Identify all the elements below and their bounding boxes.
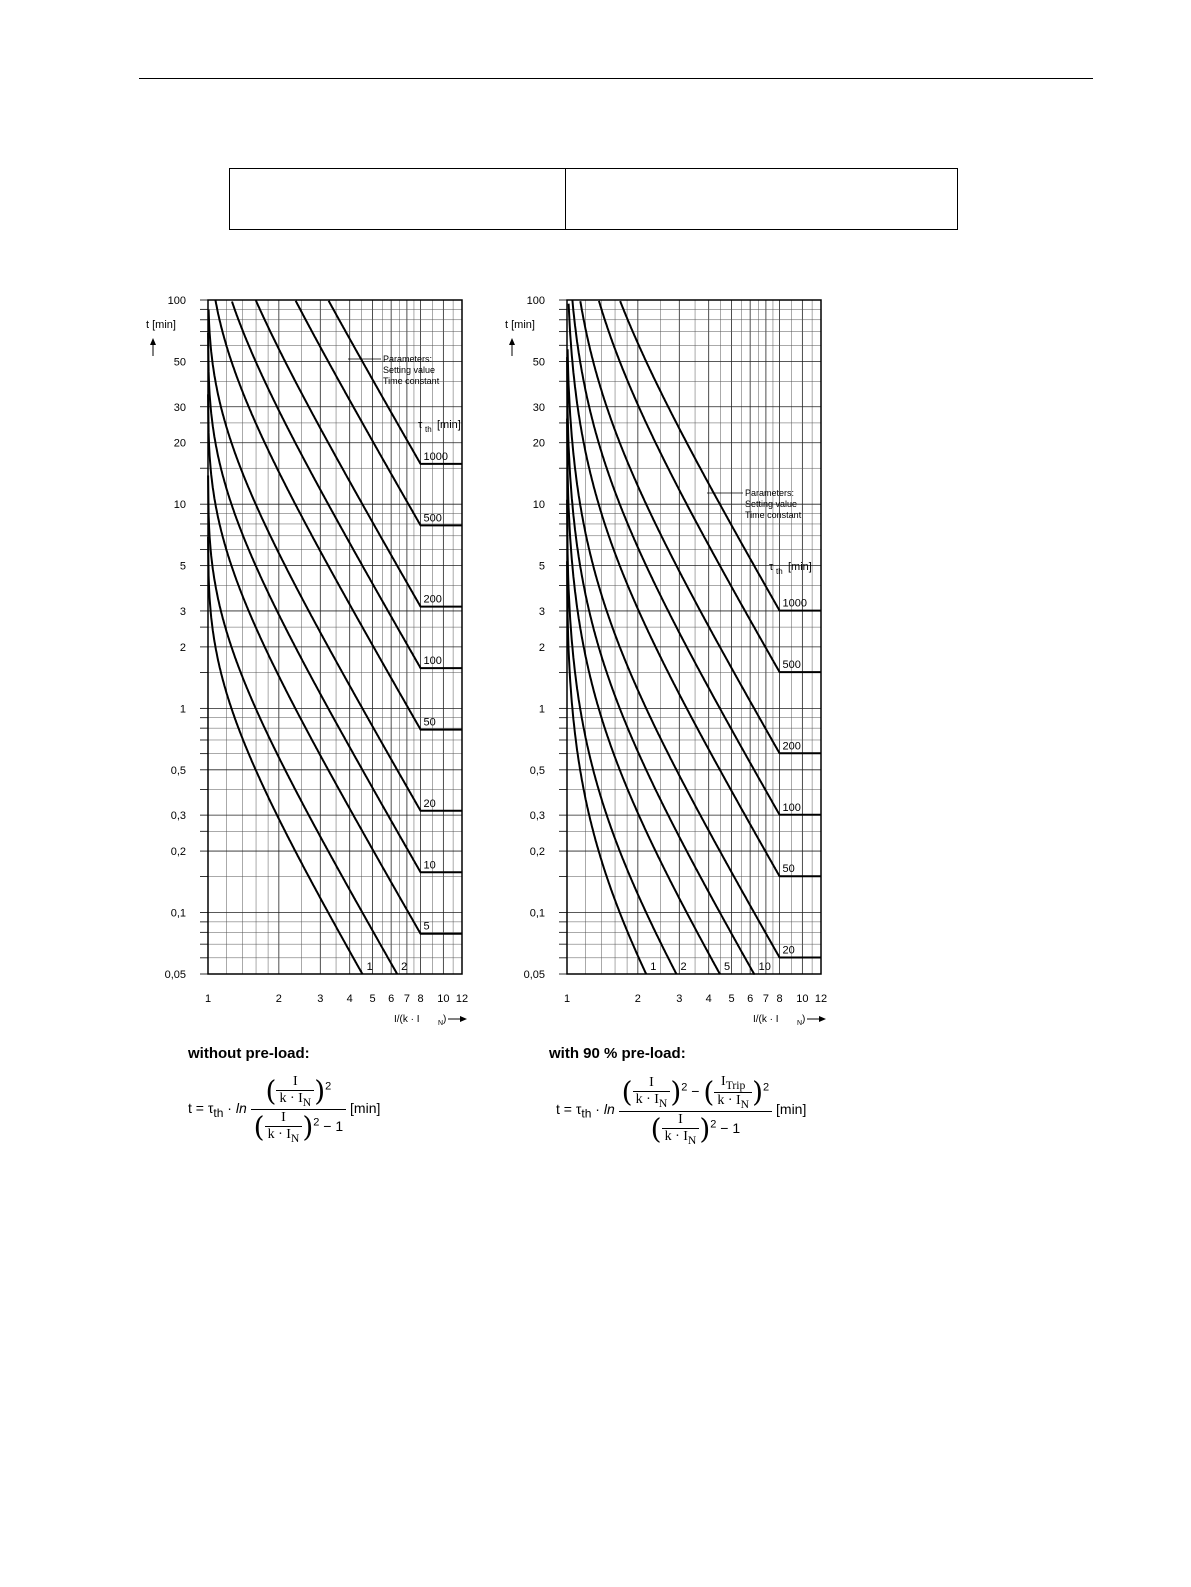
formula2-den-kIN: k · I	[664, 1128, 688, 1144]
chart1-ytick-label-3: 20	[532, 437, 545, 450]
chart0-xtick-label-6: 7	[403, 993, 410, 1005]
chart0-xlabel: I/(k · I	[394, 1014, 420, 1025]
chart0-xtick-label-7: 8	[417, 993, 424, 1005]
formula2-tau-sub: th	[581, 1106, 592, 1121]
formula2-minus: −	[691, 1083, 700, 1099]
chart0-ytick-label-8: 1	[179, 703, 186, 716]
chart1-ytick-label-13: 0,05	[523, 969, 545, 981]
chart0-ytick-label-1: 50	[173, 356, 186, 369]
formula2-num-sq: 2	[681, 1081, 688, 1094]
chart0-ytick-label-11: 0,2	[170, 846, 186, 859]
formula-num-N: N	[302, 1095, 312, 1109]
caption-without-preload: without pre-load:	[188, 1045, 310, 1062]
chart0-ytick-label-10: 0,3	[170, 810, 186, 823]
chart1-tau-label: τ	[769, 561, 774, 573]
chart1-series-label-200: 200	[782, 740, 801, 753]
chart1-legend-line-0: Parameters:	[745, 488, 795, 498]
formula2-den-sq: 2	[710, 1118, 717, 1131]
chart0-xlabel-arrowhead	[460, 1016, 467, 1022]
chart0-tau-label: τ	[418, 419, 423, 431]
chart0-legend-line-1: Setting value	[383, 365, 436, 375]
caption-with-preload: with 90 % pre-load:	[549, 1045, 686, 1062]
formula-main-fraction: ( $\frac{I}{k \cdot I_N}$ )$^2$ ( $\frac{I}{k \cdot I_N}$ )$^2$ − 1	[251, 1074, 347, 1145]
chart0-series-label-5: 5	[423, 920, 430, 933]
formula-den-kIN: k · I	[267, 1126, 291, 1142]
formula-without-preload	[188, 1074, 380, 1145]
formula-with-preload	[556, 1074, 806, 1146]
chart0-tau-sub: th	[425, 425, 432, 434]
chart0-series-label-50: 50	[423, 716, 436, 729]
chart1-xtick-label-4: 5	[728, 993, 735, 1005]
chart1-tau-sub: th	[776, 567, 783, 576]
formula2-ln: ln	[603, 1100, 615, 1117]
chart1-series-50	[569, 304, 821, 877]
chart1-series-label-2: 2	[680, 961, 687, 973]
chart1-series-label-10: 10	[758, 961, 771, 973]
chart0-ytick-label-0: 100	[167, 295, 186, 307]
chart0-ytick-label-13: 0,05	[164, 969, 186, 981]
formula2-eq: =	[563, 1100, 572, 1117]
chart0-ytick-label-9: 0,5	[170, 764, 186, 777]
chart1-ytick-label-5: 5	[538, 560, 545, 573]
formula-num-I: I	[276, 1074, 314, 1091]
formula-num-kIN: k · I	[279, 1091, 303, 1106]
chart1-xtick-label-3: 4	[705, 993, 712, 1005]
chart1-xtick-label-6: 7	[762, 993, 769, 1005]
chart0-series-label-100: 100	[423, 655, 442, 668]
chart0-xtick-label-9: 12	[455, 993, 469, 1005]
chart1-ytick-label-4: 10	[532, 499, 545, 512]
chart1-ylabel-arrowhead	[509, 338, 515, 345]
formula2-den-N: N	[687, 1133, 697, 1147]
chart0-xtick-label-3: 4	[346, 993, 353, 1005]
chart0-tau-unit: [min]	[437, 419, 461, 431]
chart1-series-label-5: 5	[724, 961, 731, 973]
chart1-xtick-label-7: 8	[776, 993, 783, 1005]
chart1-series-5	[567, 419, 720, 974]
chart1-xlabel-arrowhead	[819, 1016, 826, 1022]
chart0-legend-line-2: Time constant	[383, 376, 440, 386]
formula2-num-I: I	[633, 1075, 671, 1092]
formula-eq: =	[195, 1100, 204, 1116]
chart1-ytick-label-9: 0,5	[529, 764, 545, 777]
chart0-series-label-500: 500	[423, 512, 442, 525]
chart1-series-label-50: 50	[782, 863, 795, 876]
chart0-ytick-label-5: 5	[179, 560, 186, 573]
chart0-ytick-label-7: 2	[179, 641, 186, 654]
chart1-series-label-1: 1	[650, 961, 657, 973]
chart0-xlabel-sub: N	[438, 1020, 444, 1027]
formula2-den-I: I	[662, 1112, 700, 1129]
chart0-xtick-label-2: 3	[317, 993, 324, 1005]
formula-tau-sub: th	[213, 1105, 224, 1120]
chart1-ylabel: t [min]	[505, 319, 535, 331]
formula2-trip-sub: Trip	[725, 1078, 746, 1092]
chart0-xlabel-tail: )	[443, 1014, 447, 1025]
chart1-ytick-label-10: 0,3	[529, 810, 545, 823]
chart0-ytick-label-3: 20	[173, 437, 186, 450]
formula2-unit: [min]	[776, 1100, 807, 1117]
formula2-Itrip: I	[721, 1074, 726, 1089]
formula2-t: t	[556, 1100, 560, 1117]
chart1-series-200	[580, 301, 821, 753]
formula2-trip-kIN: k · I	[717, 1092, 741, 1108]
formula-unit: [min]	[350, 1100, 381, 1116]
formula2-dot: ·	[595, 1100, 600, 1117]
formula2-minus1: − 1	[720, 1119, 741, 1136]
formula2-tau: τ	[575, 1100, 582, 1117]
formula-t: t	[188, 1100, 192, 1116]
formula2-main-fraction: ( $\frac{I}{k \cdot I_N}$ )$^2$ − ( $\frac{I_{Trip}}{k \cdot I_N}$ )$^2$ ( $\frac{I}{k \cdot I_N}$ )$^2$ − 1	[619, 1074, 772, 1146]
chart0-series-label-20: 20	[423, 797, 436, 810]
chart1-xlabel: I/(k · I	[753, 1014, 779, 1025]
chart1-legend-line-2: Time constant	[745, 510, 802, 520]
chart1-series-label-1000: 1000	[782, 597, 808, 610]
chart1-xtick-label-0: 1	[563, 993, 571, 1005]
formula2-num-kIN: k · I	[635, 1091, 659, 1107]
chart1-legend-line-1: Setting value	[745, 499, 798, 509]
chart0-xtick-label-0: 1	[204, 993, 212, 1005]
chart0-ylabel: t [min]	[146, 319, 176, 331]
chart1-xtick-label-2: 3	[676, 993, 683, 1005]
chart1-ytick-label-11: 0,2	[529, 846, 545, 859]
chart1-ytick-label-0: 100	[526, 295, 545, 307]
chart1-xtick-label-9: 12	[814, 993, 828, 1005]
formula2-trip-sq: 2	[763, 1081, 770, 1094]
chart0-series-1	[208, 537, 363, 974]
chart0-series-label-1000: 1000	[423, 450, 449, 463]
chart1-ytick-label-1: 50	[532, 356, 545, 369]
chart1-series-label-100: 100	[782, 801, 801, 814]
chart0-legend-line-0: Parameters:	[383, 354, 433, 364]
chart0-xtick-label-1: 2	[275, 993, 282, 1005]
chart1-ytick-label-6: 3	[538, 605, 545, 618]
chart1-xlabel-tail: )	[802, 1014, 806, 1025]
chart0-xtick-label-4: 5	[369, 993, 376, 1005]
chart1-tau-unit: [min]	[788, 561, 812, 573]
chart0-ytick-label-2: 30	[173, 401, 186, 414]
chart1-ytick-label-2: 30	[532, 401, 545, 414]
chart1-xlabel-sub: N	[797, 1020, 803, 1027]
chart0-xtick-label-8: 10	[437, 993, 450, 1005]
chart1-series-label-20: 20	[782, 944, 795, 957]
chart1-xtick-label-8: 10	[796, 993, 809, 1005]
chart0-series-label-1: 1	[366, 961, 373, 973]
chart0-series-label-200: 200	[423, 593, 442, 606]
chart1-ytick-label-7: 2	[538, 641, 545, 654]
formula-den-I: I	[265, 1110, 303, 1127]
formula2-num-N: N	[658, 1096, 668, 1110]
chart0-ytick-label-4: 10	[173, 499, 186, 512]
formula-num-sq: 2	[325, 1080, 332, 1093]
chart0-ytick-label-12: 0,1	[170, 907, 186, 920]
formula-minus1: − 1	[323, 1117, 344, 1134]
chart0-ylabel-arrowhead	[150, 338, 156, 345]
chart0-series-label-10: 10	[423, 859, 436, 872]
formula2-trip-N: N	[740, 1097, 750, 1111]
chart1-series-label-500: 500	[782, 659, 801, 672]
chart0-series-label-2: 2	[401, 961, 408, 973]
chart1-xtick-label-5: 6	[747, 993, 754, 1005]
formula-ln: ln	[235, 1100, 247, 1116]
formula-tau: τ	[207, 1100, 214, 1116]
formula-den-sq: 2	[313, 1116, 320, 1129]
chart1-series-100	[572, 300, 821, 815]
chart1-ytick-label-12: 0,1	[529, 907, 545, 920]
chart0-xtick-label-5: 6	[388, 993, 395, 1005]
formula-dot: ·	[227, 1100, 232, 1116]
chart1-ytick-label-8: 1	[538, 703, 545, 716]
chart0-ytick-label-6: 3	[179, 605, 186, 618]
chart1-xtick-label-1: 2	[634, 993, 641, 1005]
formula-den-N: N	[290, 1131, 300, 1145]
